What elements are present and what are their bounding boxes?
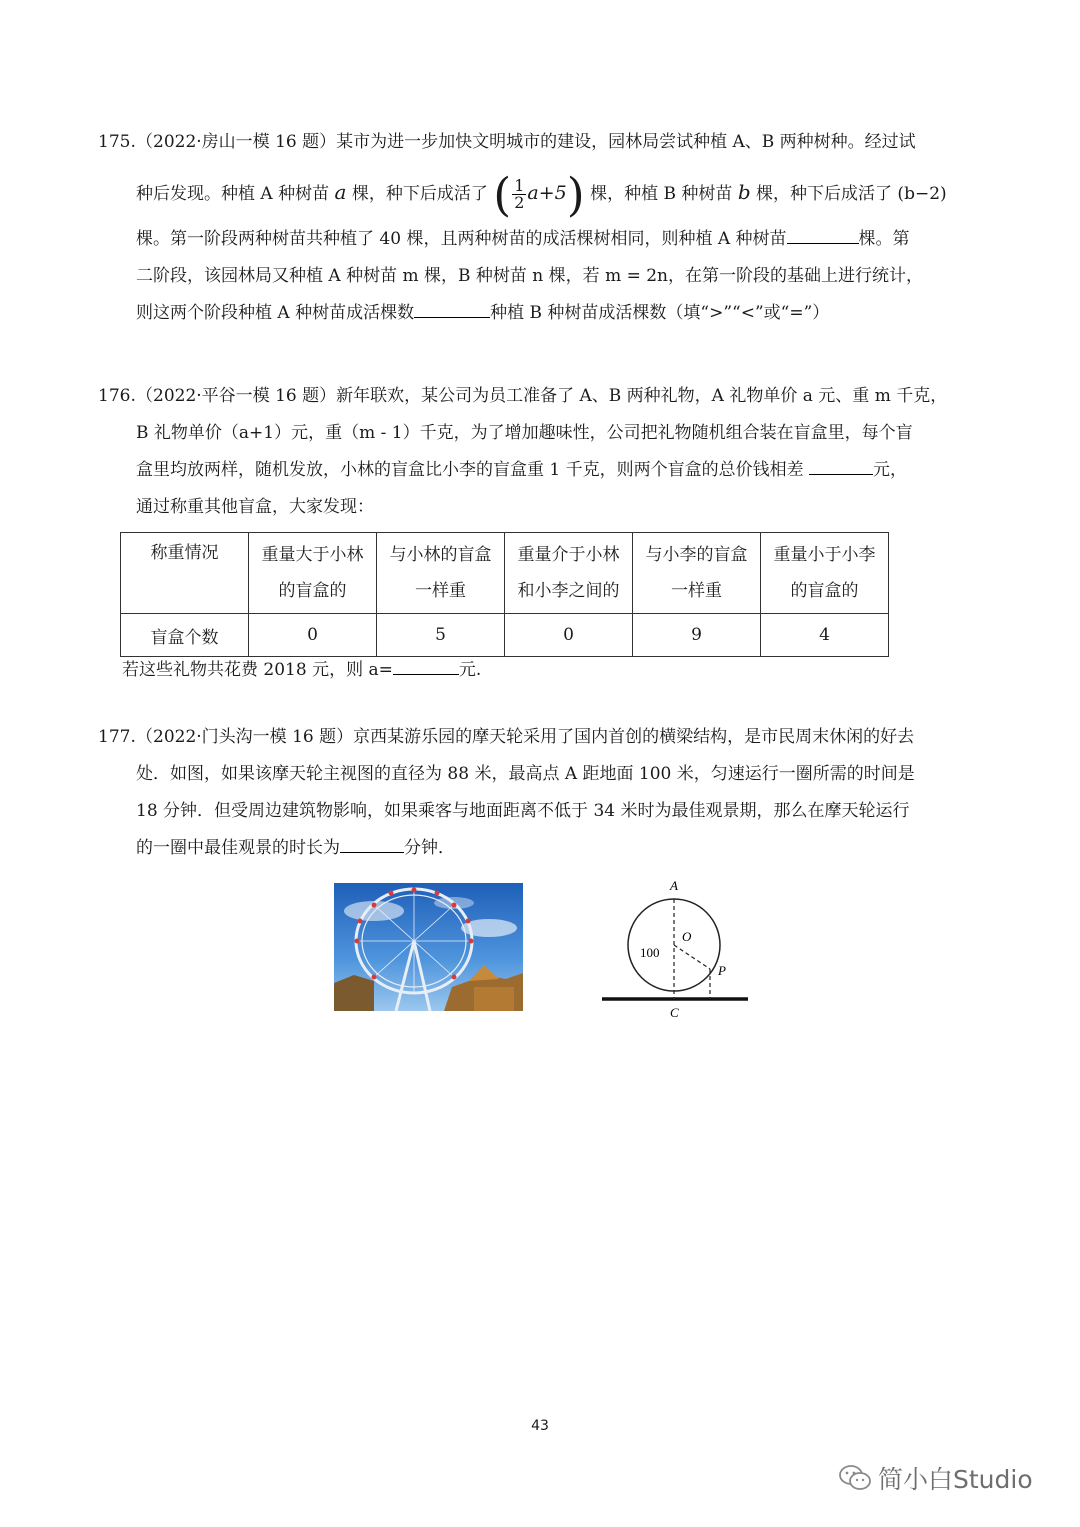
question-line: 则这两个阶段种植 A 种树苗成活棵数	[136, 303, 415, 323]
question-line: （2022·平谷一模 16 题）新年联欢，某公司为员工准备了 A、B 两种礼物，A 礼物单价 a 元、重 m 千克，	[136, 386, 948, 406]
label-a: A	[670, 878, 678, 893]
question-line: 元，	[873, 460, 908, 480]
page-number: 43	[531, 1418, 549, 1434]
table-header-cell: 与小李的盲盒 一样重	[633, 533, 761, 614]
question-line: （2022·门头沟一模 16 题）京西某游乐园的摩天轮采用了国内首创的横梁结构，是市民周末休闲的好去	[136, 727, 915, 747]
radius-dashed-line	[674, 945, 710, 969]
table-header-row	[121, 533, 889, 614]
answer-blank[interactable]	[414, 295, 490, 318]
paren-close: )	[566, 167, 585, 222]
table-cell: 0	[505, 614, 633, 657]
table-header-cell: 重量小于小李 的盲盒的	[761, 533, 889, 614]
question-line: 18 分钟．但受周边建筑物影响，如果乘客与地面距离不低于 34 米时为最佳观景期，那么在摩天轮运行	[136, 801, 910, 821]
height-label: 100	[640, 945, 660, 960]
question-line: 棵，种下后成活了	[351, 184, 488, 204]
question-line: 通过称重其他盲盒，大家发现：	[136, 497, 374, 517]
answer-blank[interactable]	[787, 221, 859, 244]
question-line: 分钟．	[404, 838, 455, 858]
question-line: 若这些礼物共花费 2018 元，则 a=	[122, 660, 393, 680]
answer-blank[interactable]	[340, 830, 404, 853]
table-header-cell: 重量大于小林 的盲盒的	[249, 533, 377, 614]
question-line: 棵，种下后成活了 (b−2)	[756, 184, 947, 204]
question-line: 棵。第	[858, 229, 910, 249]
answer-blank[interactable]	[809, 452, 873, 475]
question-176	[98, 378, 993, 526]
variable-a: a	[334, 180, 347, 204]
table-cell: 0	[249, 614, 377, 657]
question-line: 盒里均放两样，随机发放，小林的盲盒比小李的盲盒重 1 千克，则两个盲盒的总价钱相差	[136, 460, 810, 480]
question-line: B 礼物单价（a+1）元，重（m - 1）千克，为了增加趣味性，公司把礼物随机组合装在盲盒里，每个盲	[136, 423, 913, 443]
ferris-wheel-photo	[334, 883, 523, 1011]
table-header-cell: 称重情况	[121, 533, 249, 614]
question-number: 176.	[98, 386, 136, 406]
wechat-icon	[838, 1464, 872, 1492]
question-number: 177.	[98, 727, 136, 747]
question-line: 元.	[458, 660, 482, 680]
question-line: 棵，种植 B 种树苗	[590, 184, 738, 204]
question-line: 处．如图，如果该摩天轮主视图的直径为 88 米，最高点 A 距地面 100 米，匀速运行一圈所需的时间是	[136, 764, 915, 784]
question-175	[98, 124, 993, 332]
question-176-followup	[122, 652, 481, 686]
question-line: 的一圈中最佳观景的时长为	[136, 838, 340, 858]
question-line: （2022·房山一模 16 题）某市为进一步加快文明城市的建设，园林局尝试种植 A、B 两种树种。经过试	[136, 132, 916, 152]
watermark-text: 简小白Studio	[878, 1465, 1033, 1494]
answer-blank[interactable]	[393, 652, 459, 675]
table-header-cell: 重量介于小林 和小李之间的	[505, 533, 633, 614]
question-line: 种植 B 种树苗成活棵数（填“>”“<”或“=”）	[490, 303, 830, 323]
paren-open: (	[493, 167, 512, 222]
label-p: P	[718, 963, 726, 978]
table-cell: 9	[633, 614, 761, 657]
table-row	[121, 614, 889, 657]
expression: a+5	[527, 182, 567, 204]
variable-b: b	[737, 180, 751, 204]
table-cell: 4	[761, 614, 889, 657]
ferris-wheel-diagram	[598, 875, 753, 1025]
question-line: 二阶段，该园林局又种植 A 种树苗 m 棵，B 种树苗 n 棵，若 m = 2n，在第一阶段的基础上进行统计，	[136, 266, 924, 286]
fraction: $\frac{1}{2}$	[514, 176, 525, 212]
weighing-table	[120, 532, 889, 657]
table-cell: 5	[377, 614, 505, 657]
watermark	[838, 1460, 1033, 1496]
question-line: 种后发现。种植 A 种树苗	[136, 184, 330, 204]
question-number: 175.	[98, 132, 136, 152]
label-o: O	[682, 929, 692, 944]
table-row-label: 盲盒个数	[121, 614, 249, 657]
label-c: C	[670, 1005, 679, 1020]
question-177	[98, 719, 993, 867]
question-line: 棵。第一阶段两种树苗共种植了 40 棵，且两种树苗的成活棵树相同，则种植 A 种树苗	[136, 229, 787, 249]
table-header-cell: 与小林的盲盒 一样重	[377, 533, 505, 614]
